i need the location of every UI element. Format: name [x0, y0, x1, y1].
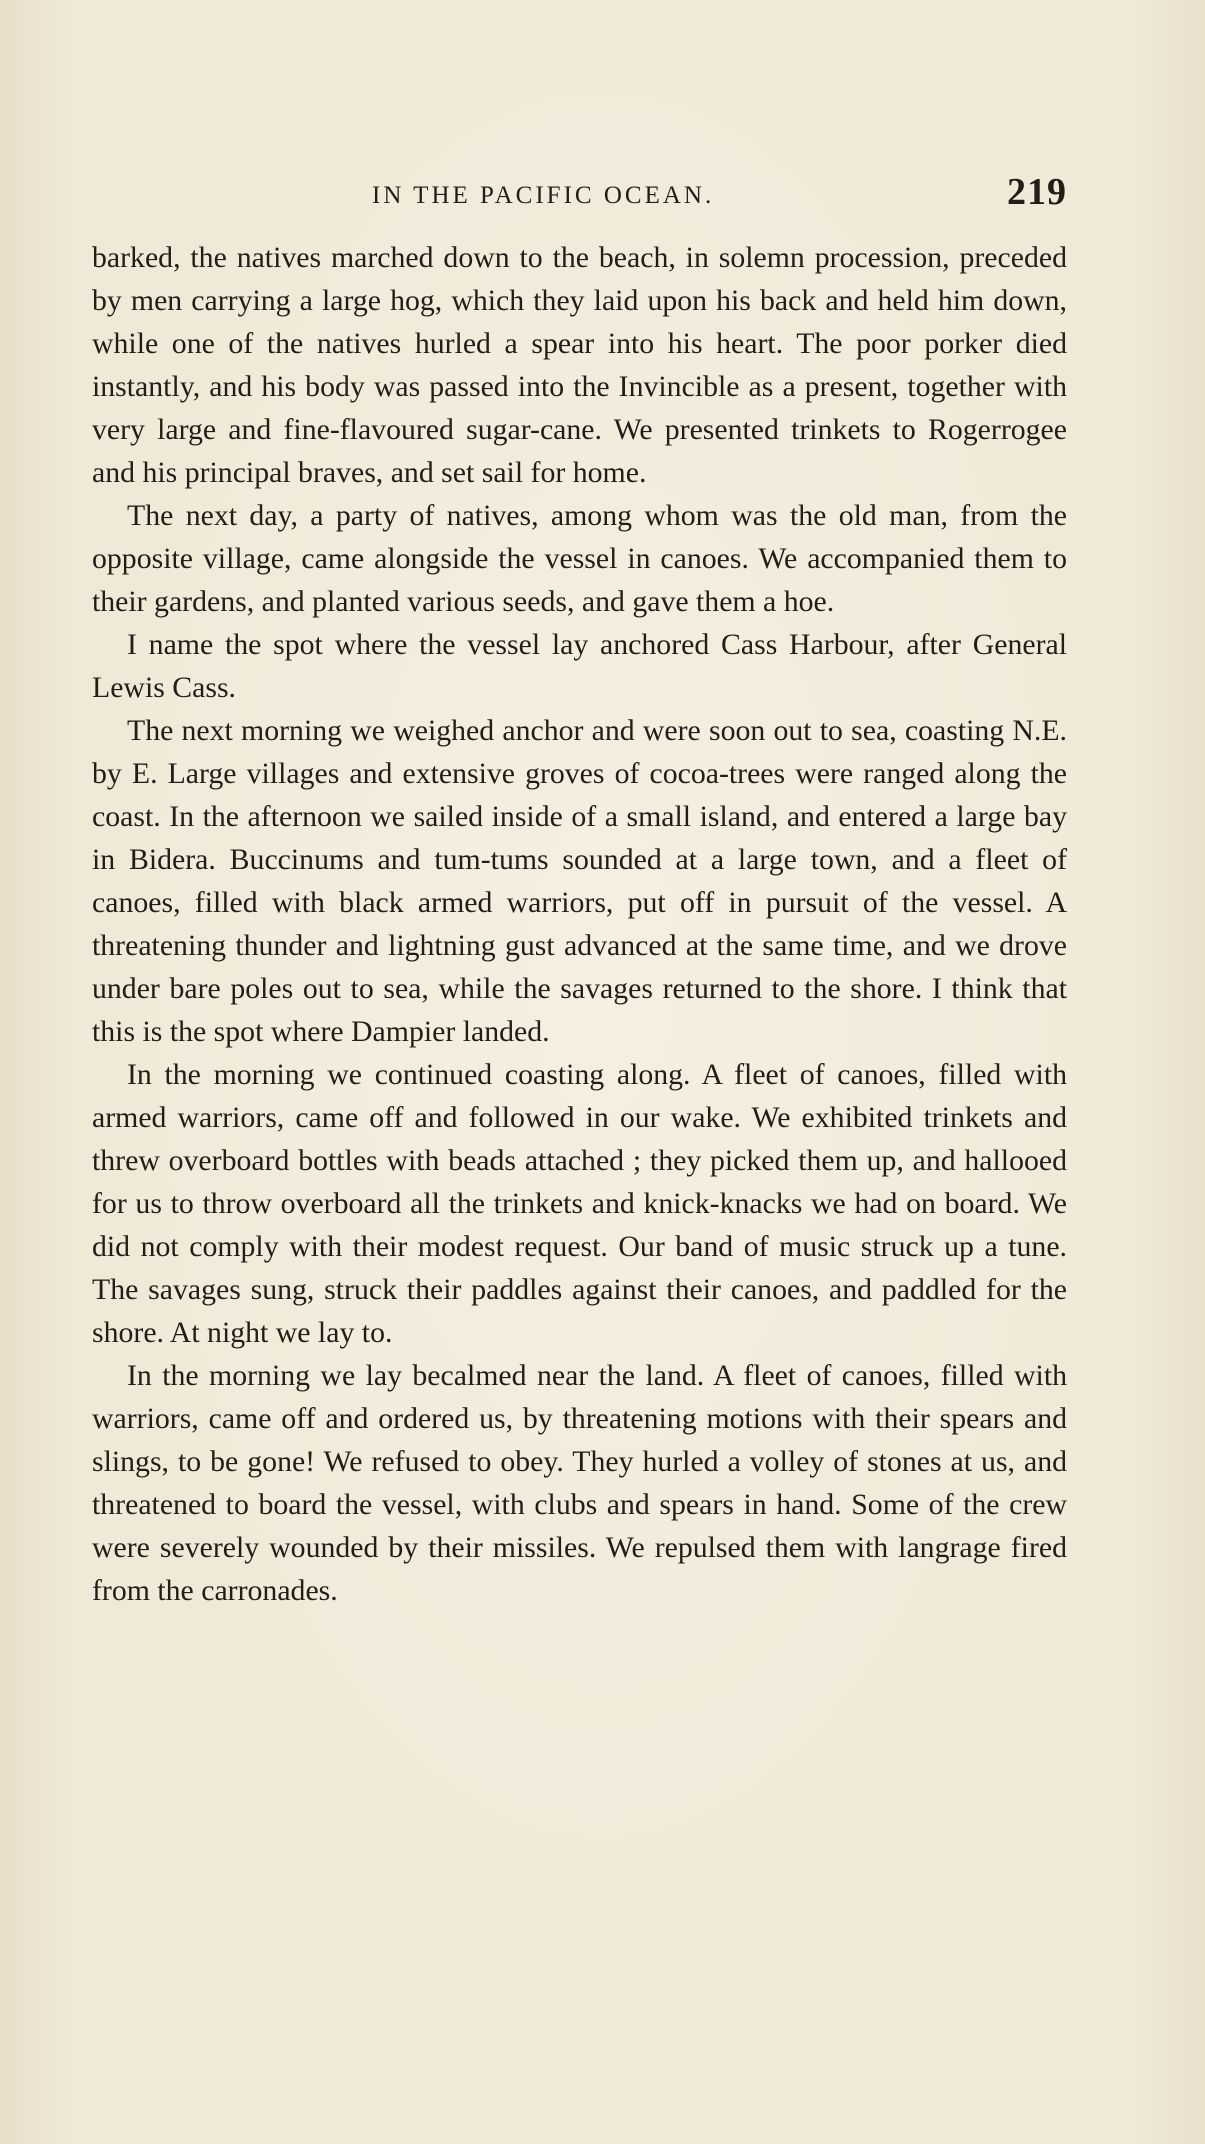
paragraph: In the morning we continued coasting along. A fleet of canoes, filled with armed warriors, came off and followed in our wake. We exhibited trinkets and threw overboard bottles with beads attached ; they picked them up, and hallooed for us to throw overboard all the trinkets and knick-knacks we had on board. We did not comply with their modest request. Our band of music struck up a tune. The savages sung, struck their paddles against their canoes, and paddled for the shore. At night we lay to.	[92, 1058, 1067, 1349]
paragraph: I name the spot where the vessel lay anchored Cass Harbour, after General Lewis Cass.	[92, 628, 1067, 704]
running-title: IN THE PACIFIC OCEAN.	[372, 182, 715, 209]
paragraph: In the morning we lay becalmed near the land. A fleet of canoes, filled with warriors, came off and ordered us, by threatening motions with their spears and slings, to be gone! We refused to obey. They hurled a volley of stones at us, and threatened to board the vessel, with clubs and spears in hand. Some of the crew were severely wounded by their missiles. We repulsed them with langrage fired from the carronades.	[92, 1359, 1067, 1607]
paragraph: The next day, a party of natives, among whom was the old man, from the opposite village, came alongside the vessel in canoes. We accompanied them to their gardens, and planted various seeds, and gave them a hoe.	[92, 499, 1067, 618]
paragraph: The next morning we weighed anchor and were soon out to sea, coasting N.E. by E. Large villages and extensive groves of cocoa-trees were ranged along the coast. In the afternoon we sailed inside of a small island, and entered a large bay in Bidera. Buccinums and tum-tums sounded at a large town, and a fleet of canoes, filled with black armed warriors, put off in pursuit of the vessel. A threatening thunder and lightning gust advanced at the same time, and we drove under bare poles out to sea, while the savages returned to the shore. I think that this is the spot where Dampier landed.	[92, 714, 1067, 1048]
body-text	[92, 236, 1067, 1612]
running-head	[92, 170, 1067, 220]
page-number: 219	[1007, 171, 1067, 213]
paragraph: barked, the natives marched down to the beach, in solemn procession, preceded by men carrying a large hog, which they laid upon his back and held him down, while one of the natives hurled a spear into his heart. The poor porker died instantly, and his body was passed into the Invincible as a present, together with very large and fine-flavoured sugar-cane. We presented trinkets to Rogerrogee and his principal braves, and set sail for home.	[92, 241, 1067, 489]
